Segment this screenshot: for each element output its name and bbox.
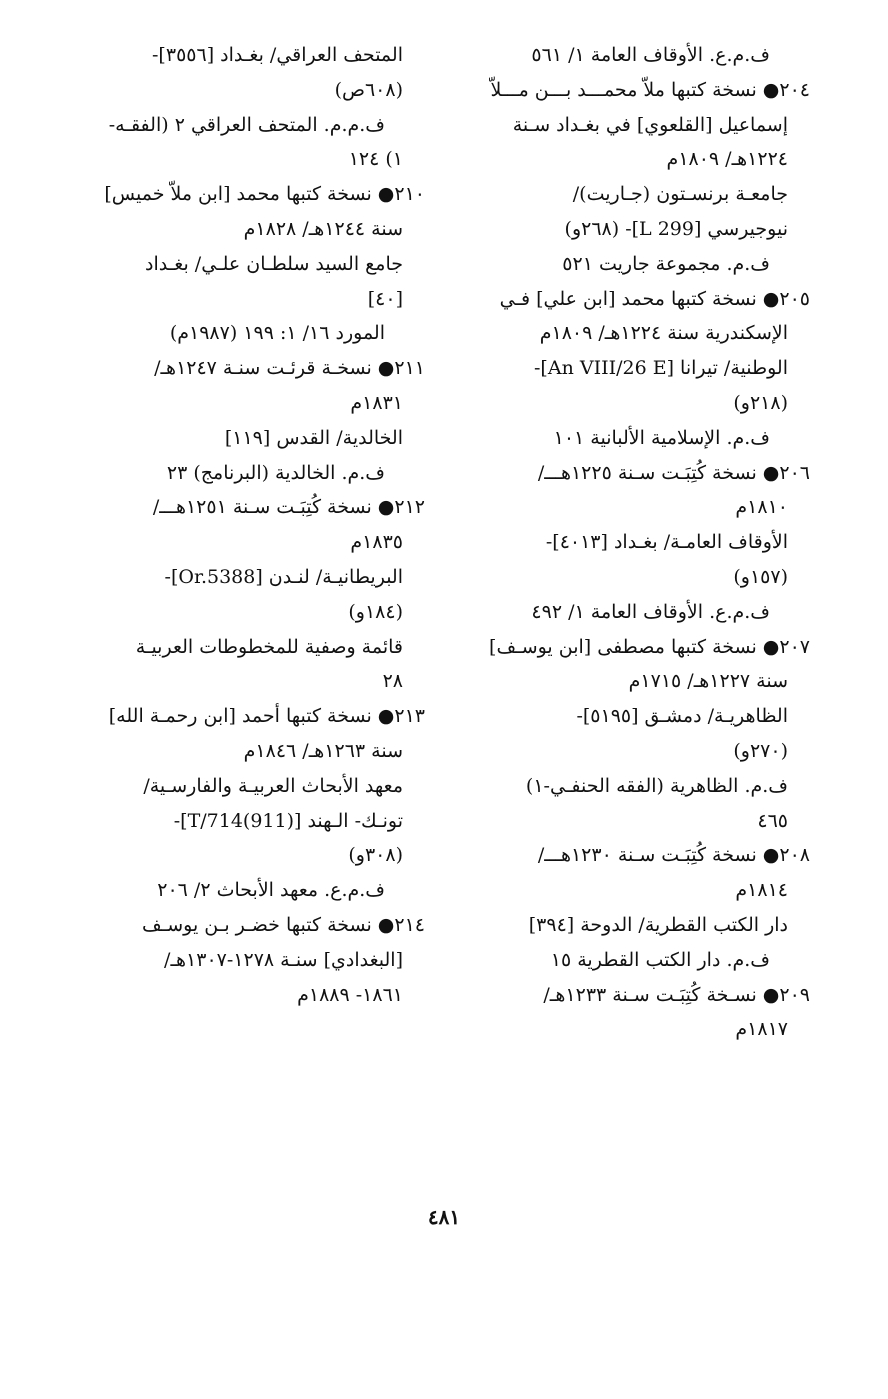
reference-line: ف.م. مجموعة جاريت ٥٢١: [562, 252, 770, 275]
catalog-entry-line: ٢٠٤● نسخة كتبها ملاّ محمـــد بـــن مـــلاّ: [490, 78, 810, 101]
text-line: ١٨٦١- ١٨٨٩م: [297, 983, 403, 1006]
text-line: ١) ١٢٤: [348, 148, 403, 171]
text-line: ١٨٣٥م: [350, 531, 403, 554]
text-line: جامع السيد سلطـان علـي/ بغـداد: [145, 252, 403, 275]
text-line: معهد الأبحاث العربيـة والفارسـية/: [143, 774, 403, 797]
text-line: الظاهريـة/ دمشـق [٥١٩٥]-: [576, 705, 788, 728]
catalog-entry-line: ٢٠٧● نسخة كتبها مصطفى [ابن يوسـف]: [489, 635, 810, 658]
text-line: سنة ١٢٢٧هـ/ ١٧١٥م: [628, 670, 788, 693]
text-line: ١٨١٧م: [735, 1018, 788, 1041]
text-line: ٤٦٥: [757, 809, 788, 832]
right-column: [460, 38, 810, 1047]
catalog-entry-line: ٢٠٨● نسخة كُتِبَـت سـنة ١٢٣٠هـــ/: [537, 844, 810, 867]
text-line: ف.م. الظاهرية (الفقه الحنفـي-١): [525, 774, 788, 797]
left-column: [75, 38, 425, 1012]
reference-line: ف.م. دار الكتب القطرية ١٥: [550, 948, 770, 971]
text-line: [٤٠]: [367, 287, 403, 310]
reference-line: ف.م.ع. الأوقاف العامة ١/ ٤٩٢: [531, 600, 770, 623]
text-line: ١٨١٤م: [735, 879, 788, 902]
text-line: سنة ١٢٦٣هـ/ ١٨٤٦م: [243, 739, 403, 762]
reference-line: المورد ١٦/ ١: ١٩٩ (١٩٨٧م): [169, 322, 385, 345]
text-line: قائمة وصفية للمخطوطات العربيـة: [135, 635, 403, 658]
text-line: الإسكندرية سنة ١٢٢٤هـ/ ١٨٠٩م: [539, 322, 788, 345]
text-line: (٢٧٠و): [733, 739, 788, 762]
catalog-entry-line: ٢١٤● نسخة كتبها خضـر بـن يوسـف: [142, 913, 425, 936]
text-line: ١٨٣١م: [350, 391, 403, 414]
page-number: ٤٨١: [427, 1205, 461, 1229]
text-line: ١٢٢٤هـ/ ١٨٠٩م: [666, 148, 788, 171]
catalog-entry-line: ٢١٢● نسخة كُتِبَـت سـنة ١٢٥١هـــ/: [152, 496, 425, 519]
text-line: إسماعيل [القلعوي] في بغـداد سـنة: [512, 113, 788, 136]
catalog-entry-line: ٢١٣● نسخة كتبها أحمد [ابن رحمـة الله]: [108, 705, 425, 728]
catalog-entry-line: ٢١٠● نسخة كتبها محمد [ابن ملاّ خميس]: [104, 183, 425, 206]
reference-line: ف.م. الإسلامية الألبانية ١٠١: [553, 426, 770, 449]
reference-line: ف.م.ع. معهد الأبحاث ٢/ ٢٠٦: [157, 879, 385, 902]
text-line: ٢٨: [382, 670, 403, 693]
text-line: الوطنية/ تيرانا [An VIII/26 E]-: [534, 357, 788, 380]
text-line: (١٥٧و): [733, 565, 788, 588]
text-line: (١٨٤و): [348, 600, 403, 623]
text-line: تونـك- الـهند [(911)T/714]-: [173, 809, 403, 832]
text-line: نيوجيرسي [299 L]- (٢٦٨و): [564, 217, 788, 240]
text-line: الخالدية/ القدس [١١٩]: [224, 426, 403, 449]
catalog-entry-line: ٢٠٦● نسخة كُتِبَـت سـنة ١٢٢٥هـــ/: [537, 461, 810, 484]
reference-line: ف.م.م. المتحف العراقي ٢ (الفقـه-: [108, 113, 385, 136]
reference-line: ف.م.ع. الأوقاف العامة ١/ ٥٦١: [531, 44, 770, 66]
text-line: (٣٠٨و): [348, 844, 403, 867]
text-line: ١٨١٠م: [735, 496, 788, 519]
text-line: المتحف العراقي/ بغـداد [٣٥٥٦]-: [152, 44, 403, 66]
text-line: [البغدادي] سنـة ١٢٧٨-١٣٠٧هـ/: [164, 948, 403, 971]
text-line: الأوقاف العامـة/ بغـداد [٤٠١٣]-: [545, 531, 788, 554]
text-line: جامعـة برنسـتون (جـاريت)/: [572, 183, 788, 206]
text-line: سنة ١٢٤٤هـ/ ١٨٢٨م: [243, 217, 403, 240]
catalog-entry-line: ٢٠٥● نسخة كتبها محمد [ابن علي] فـي: [499, 287, 810, 310]
catalog-entry-line: ٢٠٩● نسـخة كُتِبَـت سـنة ١٢٣٣هـ/: [543, 983, 810, 1006]
catalog-entry-line: ٢١١● نسخـة قرئـت سنـة ١٢٤٧هـ/: [154, 357, 425, 380]
text-line: دار الكتب القطرية/ الدوحة [٣٩٤]: [528, 913, 788, 936]
text-line: البريطانيـة/ لنـدن [Or.5388]-: [164, 565, 403, 588]
reference-line: ف.م. الخالدية (البرنامج) ٢٣: [166, 461, 385, 484]
text-line: (٦٠٨ص): [334, 78, 403, 101]
text-line: (٢١٨و): [733, 391, 788, 414]
